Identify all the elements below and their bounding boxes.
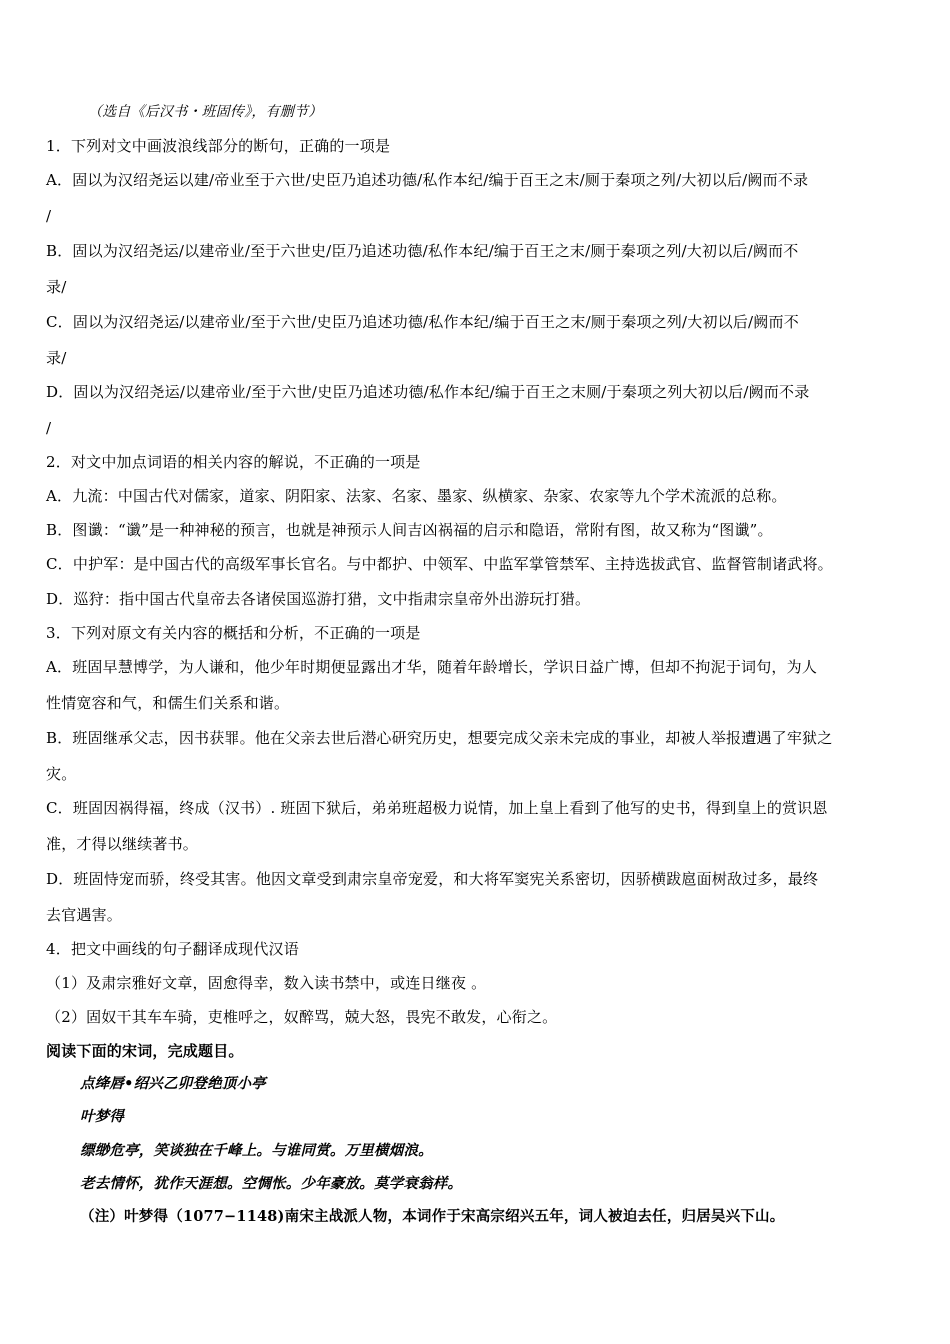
question-3-option-b-cont: 灾。: [46, 765, 77, 783]
poem-line-1: 缥缈危亭，笑谈独在千峰上。与谁同赏。万里横烟浪。: [80, 1142, 433, 1159]
question-3-option-b: B．班固继承父志，因书获罪。他在父亲去世后潜心研究历史，想要完成父亲未完成的事业，却被人举报遭遇了牢狱之: [46, 729, 833, 747]
poem-annotation: （注）叶梦得（1077−1148)南宋主战派人物，本词作于宋高宗绍兴五年，词人被迫去任，归居吴兴下山。: [80, 1208, 785, 1225]
question-1-option-a-cont: /: [46, 207, 52, 225]
question-4-stem: 4．把文中画线的句子翻译成现代汉语: [46, 940, 299, 958]
question-3-option-c: C．班固因祸得福，终成（汉书）. 班固下狱后，弟弟班超极力说情，加上皇上看到了他写的史书，得到皇上的赏识恩: [46, 799, 828, 817]
question-1-option-a: A．固以为汉绍尧运以建/帝业至于六世/史臣乃追述功德/私作本纪/编于百王之末/厕于秦项之列/大初以后/阙而不录: [46, 171, 809, 189]
question-2-option-d: D．巡狩：指中国古代皇帝去各诸侯国巡游打猎，文中指肃宗皇帝外出游玩打猎。: [46, 590, 591, 608]
question-3-option-d-cont: 去官遇害。: [46, 906, 123, 924]
question-3-stem: 3．下列对原文有关内容的概括和分析，不正确的一项是: [46, 624, 421, 642]
question-3-option-d: D．班固恃宠而骄，终受其害。他因文章受到肃宗皇帝宠爱，和大将军窦宪关系密切，因骄横跋扈面树敌过多，最终: [46, 870, 819, 888]
question-2-option-b: B．图谶：“谶”是一种神秘的预言，也就是神预示人间吉凶祸福的启示和隐语，常附有图，故又称为“图谶”。: [46, 521, 773, 539]
question-1-option-b: B．固以为汉绍尧运/以建帝业/至于六世史/臣乃追述功德/私作本纪/编于百王之末/厕于秦项之列/大初以后/阙而不: [46, 242, 799, 260]
question-1-option-c-cont: 录/: [46, 349, 67, 367]
poem-title: 点绛唇•绍兴乙卯登绝顶小亭: [80, 1075, 266, 1092]
question-4-sentence-1: （1）及肃宗雅好文章，固愈得幸，数入读书禁中，或连日继夜 。: [46, 974, 487, 992]
question-3-option-a-cont: 性情宽容和气，和儒生们关系和谐。: [46, 694, 290, 712]
question-1-option-d-cont: /: [46, 419, 52, 437]
question-3-option-c-cont: 准，才得以继续著书。: [46, 835, 199, 853]
reading-instruction: 阅读下面的宋词，完成题目。: [46, 1042, 244, 1060]
source-note: （选自《后汉书・班固传》，有删节）: [88, 104, 323, 120]
question-2-option-a: A．九流：中国古代对儒家，道家、阴阳家、法家、名家、墨家、纵横家、杂家、农家等九个学术流派的总称。: [46, 487, 787, 505]
question-1-option-c: C．固以为汉绍尧运/以建帝业/至于六世/史臣乃追述功德/私作本纪/编于百王之末/厕于秦项之列/大初以后/阙而不: [46, 313, 799, 331]
question-3-option-a: A．班固早慧博学，为人谦和，他少年时期便显露出才华，随着年龄增长，学识日益广博，但却不拘泥于词句，为人: [46, 658, 818, 676]
question-2-option-c: C．中护军：是中国古代的高级军事长官名。与中都护、中领军、中监军掌管禁军、主持选拔武官、监督管制诸武将。: [46, 555, 833, 573]
question-1-option-d: D．固以为汉绍尧运/以建帝业/至于六世/史臣乃追述功德/私作本纪/编于百王之末厕/于秦项之列大初以后/阙而不录: [46, 383, 810, 401]
poem-line-2: 老去情怀，犹作天涯想。空惆怅。少年豪放。莫学衰翁样。: [80, 1175, 463, 1192]
question-2-stem: 2．对文中加点词语的相关内容的解说，不正确的一项是: [46, 453, 421, 471]
question-1-stem: 1．下列对文中画波浪线部分的断句，正确的一项是: [46, 137, 391, 155]
poem-author: 叶梦得: [80, 1108, 125, 1125]
question-1-option-b-cont: 录/: [46, 278, 67, 296]
question-4-sentence-2: （2）固奴干其车车骑，吏椎呼之，奴醉骂，兢大怒，畏宪不敢发，心衔之。: [46, 1008, 558, 1026]
